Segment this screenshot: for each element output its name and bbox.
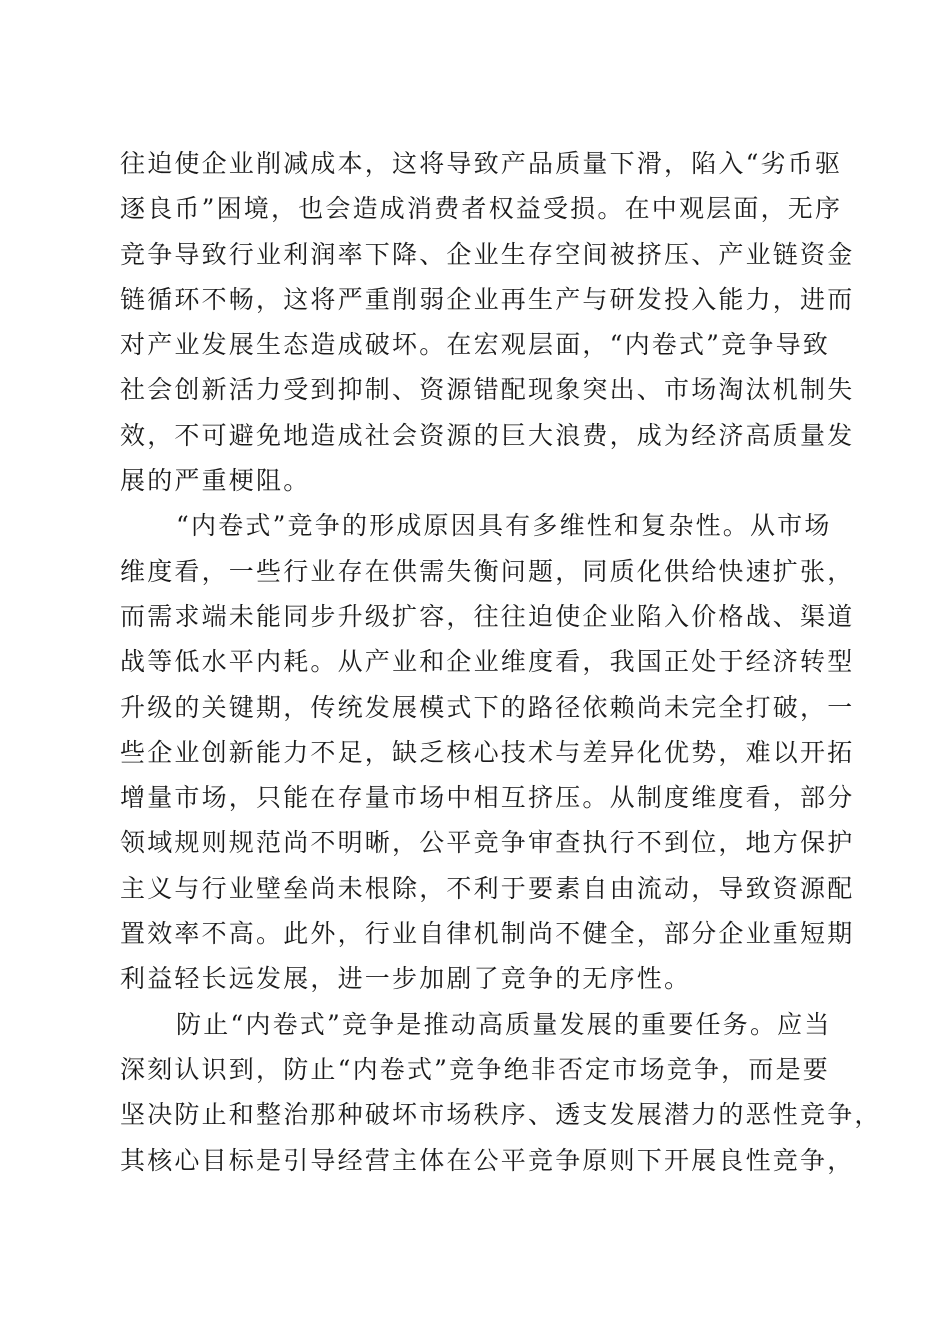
text-line: 战等低水平内耗。从产业和企业维度看，我国正处于经济转型: [120, 647, 855, 677]
text-line: 维度看，一些行业存在供需失衡问题，同质化供给快速扩张，: [120, 556, 855, 586]
text-line: 展的严重梗阻。: [120, 466, 311, 496]
text-line: 领域规则规范尚不明晰，公平竞争审查执行不到位，地方保护: [120, 828, 855, 858]
text-line: 利益轻长远发展，进一步加剧了竞争的无序性。: [120, 964, 692, 994]
text-line: 竞争导致行业利润率下降、企业生存空间被挤压、产业链资金: [120, 239, 855, 269]
text-line: 效，不可避免地造成社会资源的巨大浪费，成为经济高质量发: [120, 420, 855, 450]
text-line: 增量市场，只能在存量市场中相互挤压。从制度维度看，部分: [120, 783, 855, 813]
text-line: 置效率不高。此外，行业自律机制尚不健全，部分企业重短期: [120, 919, 855, 949]
text-line: 升级的关键期，传统发展模式下的路径依赖尚未完全打破，一: [120, 692, 855, 722]
text-line: 坚决防止和整治那种破坏市场秩序、透支发展潜力的恶性竞争，: [120, 1100, 882, 1130]
text-line: 些企业创新能力不足，缺乏核心技术与差异化优势，难以开拓: [120, 737, 855, 767]
paragraph-first-line: 防止“内卷式”竞争是推动高质量发展的重要任务。应当: [176, 1009, 832, 1039]
text-line: 主义与行业壁垒尚未根除，不利于要素自由流动，导致资源配: [120, 873, 855, 903]
text-line: 而需求端未能同步升级扩容，往往迫使企业陷入价格战、渠道: [120, 601, 855, 631]
text-line: 深刻认识到，防止“内卷式”竞争绝非否定市场竞争，而是要: [120, 1054, 830, 1084]
text-line: 逐良币”困境，也会造成消费者权益受损。在中观层面，无序: [120, 194, 843, 224]
text-line: 链循环不畅，这将严重削弱企业再生产与研发投入能力，进而: [120, 284, 855, 314]
text-line: 其核心目标是引导经营主体在公平竞争原则下开展良性竞争，: [120, 1145, 855, 1175]
text-line: 社会创新活力受到抑制、资源错配现象突出、市场淘汰机制失: [120, 375, 855, 405]
text-line: 往迫使企业削减成本，这将导致产品质量下滑，陷入“劣币驱: [120, 149, 843, 178]
text-line: 对产业发展生态造成破坏。在宏观层面，“内卷式”竞争导致: [120, 330, 830, 360]
body-text: [120, 141, 882, 1183]
paragraph-first-line: “内卷式”竞争的形成原因具有多维性和复杂性。从市场: [176, 511, 832, 541]
